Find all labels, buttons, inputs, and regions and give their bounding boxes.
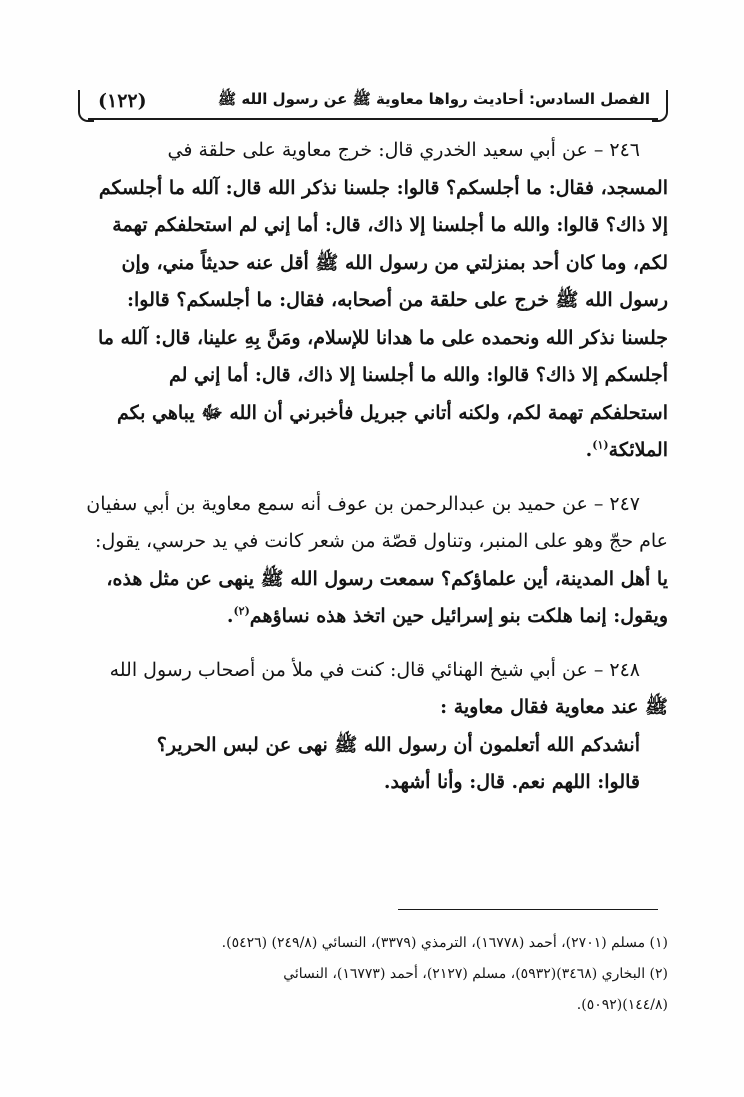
hadith-246	[78, 132, 668, 470]
footnote-2-cont: (١٤٤/٨)(٥٠٩٢).	[576, 997, 668, 1013]
hadith-246-line-9	[78, 432, 668, 470]
page-number: (١٢٢)	[98, 90, 147, 112]
footnote-2: (٢) البخاري (٣٤٦٨)(٥٩٣٢)، مسلم (٢١٢٧)، أحمد (١٦٧٧٣)، النسائي	[283, 966, 668, 982]
footnote-divider	[398, 909, 658, 910]
hadith-246-last-text: الملائكة	[608, 439, 668, 461]
chapter-title: الفصل السادس: أحاديث رواها معاوية ﷺ عن رسول الله ﷺ	[218, 90, 650, 108]
hadith-247-line-3: يا أهل المدينة، أين علماؤكم؟ سمعت رسول الله ﷺ ينهى عن مثل هذه،	[106, 567, 668, 590]
hadith-248-line-2: ﷺ عند معاوية فقال معاوية :	[440, 696, 668, 718]
footnotes	[78, 928, 668, 1021]
hadith-248-line-1: ٢٤٨ – عن أبي شيخ الهنائي قال: كنت في ملأ من أصحاب رسول الله	[109, 658, 640, 681]
footnote-1: (١) مسلم (٢٧٠١)، أحمد (١٦٧٧٨)، الترمذي (٣٣٧٩)، النسائي (٢٤٩/٨) (٥٤٢٦).	[221, 935, 668, 951]
hadith-248	[78, 652, 668, 802]
footnote-ref-1[interactable]: (١)	[592, 438, 609, 452]
page-header	[88, 80, 658, 120]
hadith-246-line-7: أجلسكم إلا ذاك؟ قالوا: والله ما أجلسنا إلا ذاك، قال: أما إني لم	[168, 364, 668, 386]
hadith-246-line-6: جلسنا نذكر الله ونحمده على ما هدانا للإسلام، ومَنَّ بِهِ علينا، قال: آلله ما	[97, 326, 668, 349]
hadith-246-end: .	[585, 439, 593, 461]
hadith-247-last-text: ويقول: إنما هلكت بنو إسرائيل حين اتخذ هذه نساؤهم	[249, 605, 668, 627]
hadith-247-end: .	[226, 605, 234, 627]
hadith-248-line-3: أنشدكم الله أتعلمون أن رسول الله ﷺ نهى عن لبس الحرير؟	[156, 733, 640, 756]
hadith-246-line-1: ٢٤٦ – عن أبي سعيد الخدري قال: خرج معاوية على حلقة في	[167, 139, 640, 161]
header-bracket-left	[78, 90, 94, 122]
hadith-246-line-8: استحلفكم تهمة لكم، ولكنه أتاني جبريل فأخبرني أن الله ﷻ يباهي بكم	[116, 401, 668, 424]
hadith-247	[78, 486, 668, 636]
header-bracket-right	[652, 90, 668, 122]
footnote-ref-2[interactable]: (٢)	[233, 604, 250, 618]
hadith-246-line-4: لكم، وما كان أحد بمنزلتي من رسول الله ﷺ أقل عنه حديثاً مني، وإن	[121, 251, 668, 274]
hadith-247-line-1: ٢٤٧ – عن حميد بن عبدالرحمن بن عوف أنه سمع معاوية بن أبي سفيان	[86, 492, 640, 515]
hadith-246-line-5: رسول الله ﷺ خرج على حلقة من أصحابه، فقال: ما أجلسكم؟ قالوا:	[127, 289, 668, 311]
hadith-248-line-4: قالوا: اللهم نعم. قال: وأنا أشهد.	[383, 771, 640, 793]
hadith-246-line-3: إلا ذاك؟ قالوا: والله ما أجلسنا إلا ذاك، قال: أما إني لم استحلفكم تهمة	[112, 214, 668, 236]
hadith-247-line-2: عام حجّ وهو على المنبر، وتناول قصّة من شعر كانت في يد حرسي، يقول:	[95, 530, 668, 552]
page-body	[78, 132, 668, 802]
hadith-247-line-4	[78, 598, 668, 636]
hadith-246-line-2: المسجد، فقال: ما أجلسكم؟ قالوا: جلسنا نذكر الله قال: آلله ما أجلسكم	[98, 176, 668, 199]
